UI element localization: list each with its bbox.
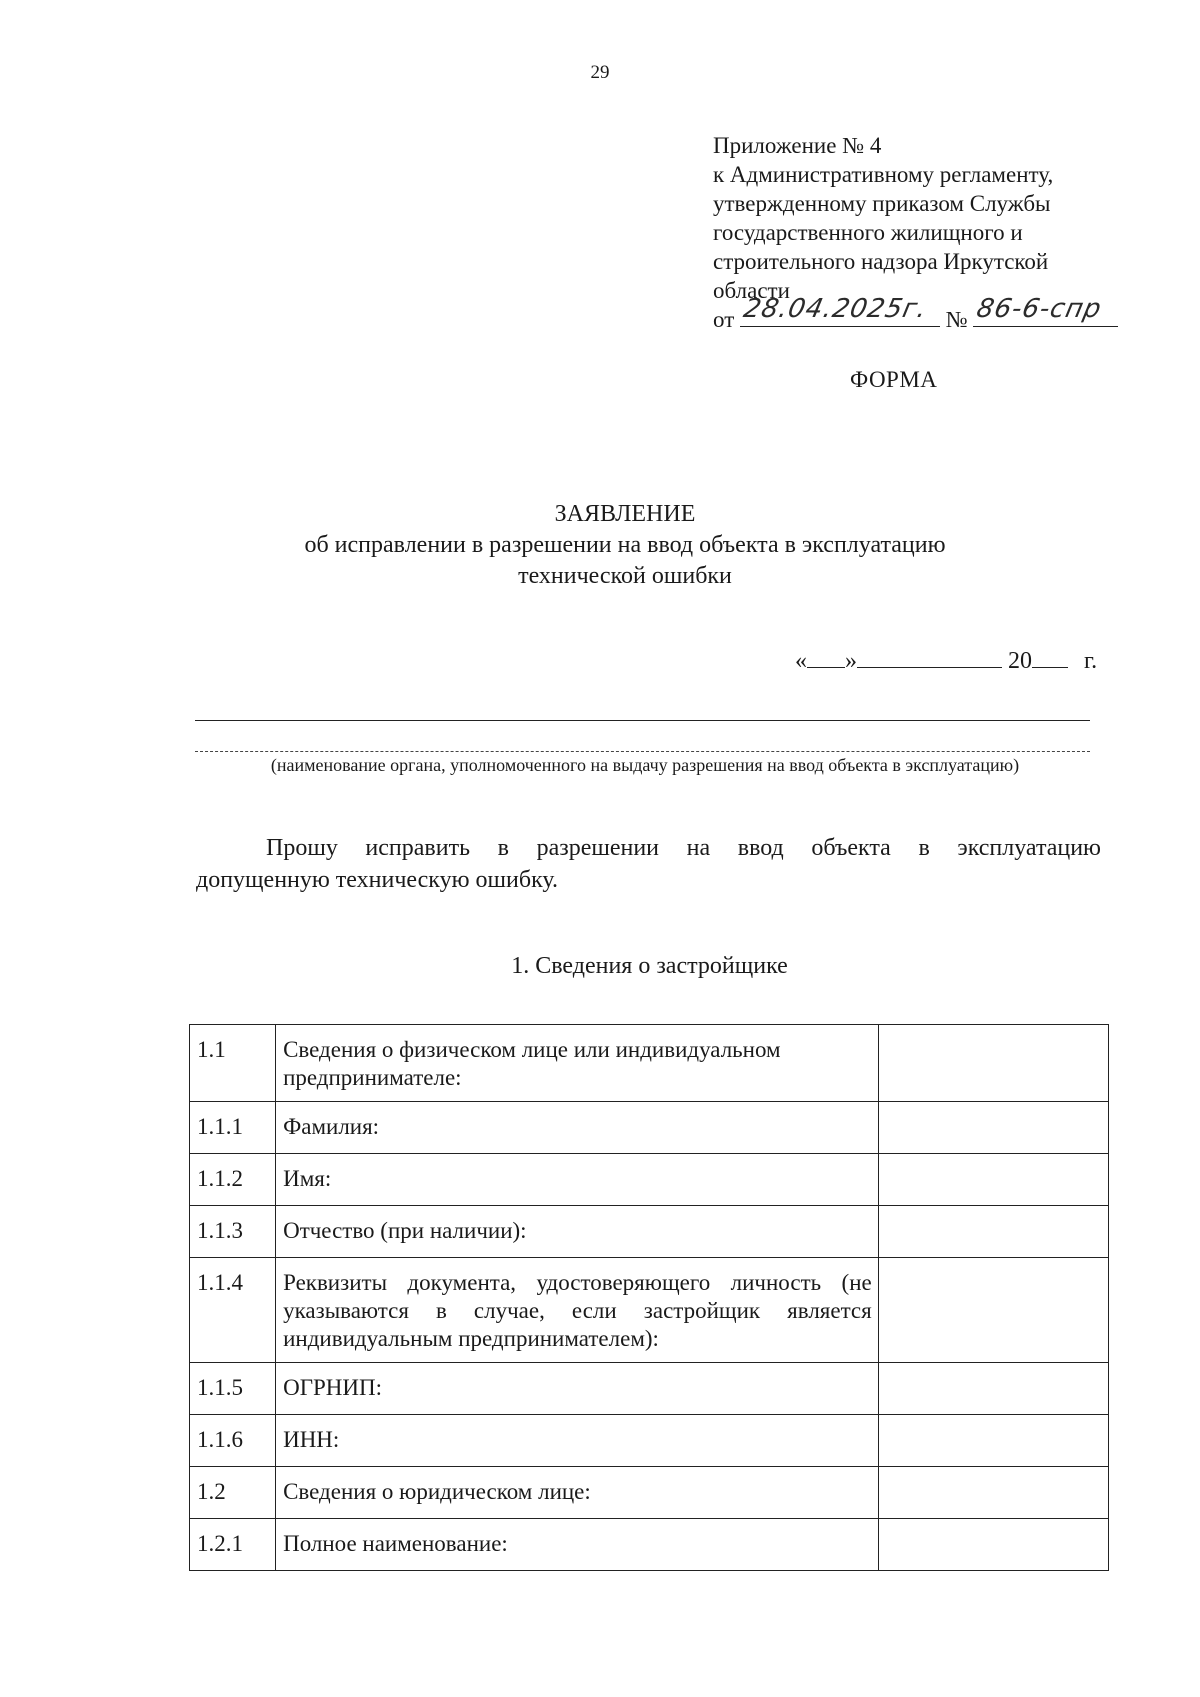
table-row [190, 1519, 1109, 1571]
year-suffix: г. [1084, 648, 1098, 674]
table-row [190, 1025, 1109, 1102]
appendix-line: области [713, 278, 790, 303]
authority-line-2[interactable] [195, 751, 1090, 752]
row-value-cell[interactable] [878, 1206, 1108, 1258]
row-number: 1.1.4 [190, 1258, 276, 1363]
number-label: № [945, 307, 968, 332]
forma-label: ФОРМА [850, 367, 938, 392]
row-label: Фамилия: [276, 1102, 879, 1154]
section-title [0, 953, 1200, 980]
row-number: 1.1 [190, 1025, 276, 1102]
row-number: 1.2.1 [190, 1519, 276, 1571]
row-label: Сведения о физическом лице или индивидуальном предпринимателе: [276, 1025, 879, 1102]
date-line [795, 645, 1097, 675]
section-1-title: 1. Сведения о застройщике [511, 953, 788, 979]
row-label: Отчество (при наличии): [276, 1206, 879, 1258]
appendix-line: государственного жилищного и [713, 220, 1023, 245]
row-label: ОГРНИП: [276, 1363, 879, 1415]
day-blank[interactable] [807, 645, 845, 668]
row-number: 1.1.5 [190, 1363, 276, 1415]
row-value-cell[interactable] [878, 1467, 1108, 1519]
row-number: 1.1.1 [190, 1102, 276, 1154]
row-label: ИНН: [276, 1415, 879, 1467]
appendix-line: к Административному регламенту, [713, 162, 1054, 187]
title-line-1: ЗАЯВЛЕНИЕ [554, 501, 696, 527]
year-blank[interactable] [1032, 645, 1068, 668]
row-number: 1.1.6 [190, 1415, 276, 1467]
appendix-line: утвержденному приказом Службы [713, 191, 1051, 216]
row-label: Реквизиты документа, удостоверяющего личность (не указываются в случае, если застройщик является индивидуальным предпринимателем): [276, 1258, 879, 1363]
page-number: 29 [590, 62, 610, 83]
row-value-cell[interactable] [878, 1415, 1108, 1467]
appendix-block [713, 131, 1118, 334]
table-row [190, 1415, 1109, 1467]
order-number-handwritten: 86-6-спр [974, 294, 1105, 324]
request-line-1: Прошу исправить в разрешении на ввод объекта в эксплуатацию [266, 835, 1101, 861]
table-row [190, 1154, 1109, 1206]
row-number: 1.2 [190, 1467, 276, 1519]
row-label: Имя: [276, 1154, 879, 1206]
row-value-cell[interactable] [878, 1363, 1108, 1415]
title-line-2: об исправлении в разрешении на ввод объекта в эксплуатацию [304, 532, 946, 558]
close-quote: » [845, 648, 857, 674]
order-date-field [740, 294, 940, 327]
request-line-2: допущенную техническую ошибку. [196, 867, 558, 893]
order-number-field [973, 294, 1118, 327]
table-row [190, 1206, 1109, 1258]
request-paragraph [196, 832, 1101, 896]
row-number: 1.1.2 [190, 1154, 276, 1206]
year-prefix: 20 [1008, 648, 1032, 674]
row-value-cell[interactable] [878, 1025, 1108, 1102]
row-value-cell[interactable] [878, 1102, 1108, 1154]
table-row [190, 1258, 1109, 1363]
document-title [0, 499, 1200, 592]
table-row [190, 1467, 1109, 1519]
row-value-cell[interactable] [878, 1519, 1108, 1571]
table-row [190, 1102, 1109, 1154]
row-label: Полное наименование: [276, 1519, 879, 1571]
title-line-3: технической ошибки [518, 563, 732, 589]
row-value-cell[interactable] [878, 1154, 1108, 1206]
row-value-cell[interactable] [878, 1258, 1108, 1363]
order-date-handwritten: 28.04.2025г. [740, 294, 931, 324]
month-blank[interactable] [857, 645, 1002, 668]
row-number: 1.1.3 [190, 1206, 276, 1258]
appendix-line: Приложение № 4 [713, 133, 882, 158]
developer-info-table [189, 1024, 1109, 1571]
appendix-order-line [713, 294, 1118, 334]
appendix-line: строительного надзора Иркутской [713, 249, 1049, 274]
open-quote: « [795, 648, 807, 674]
authority-caption: (наименование органа, уполномоченного на выдачу разрешения на ввод объекта в эксплуатацию) [270, 755, 1020, 775]
from-label: от [713, 307, 735, 332]
table-row [190, 1363, 1109, 1415]
row-label: Сведения о юридическом лице: [276, 1467, 879, 1519]
authority-line-1[interactable] [195, 720, 1090, 721]
